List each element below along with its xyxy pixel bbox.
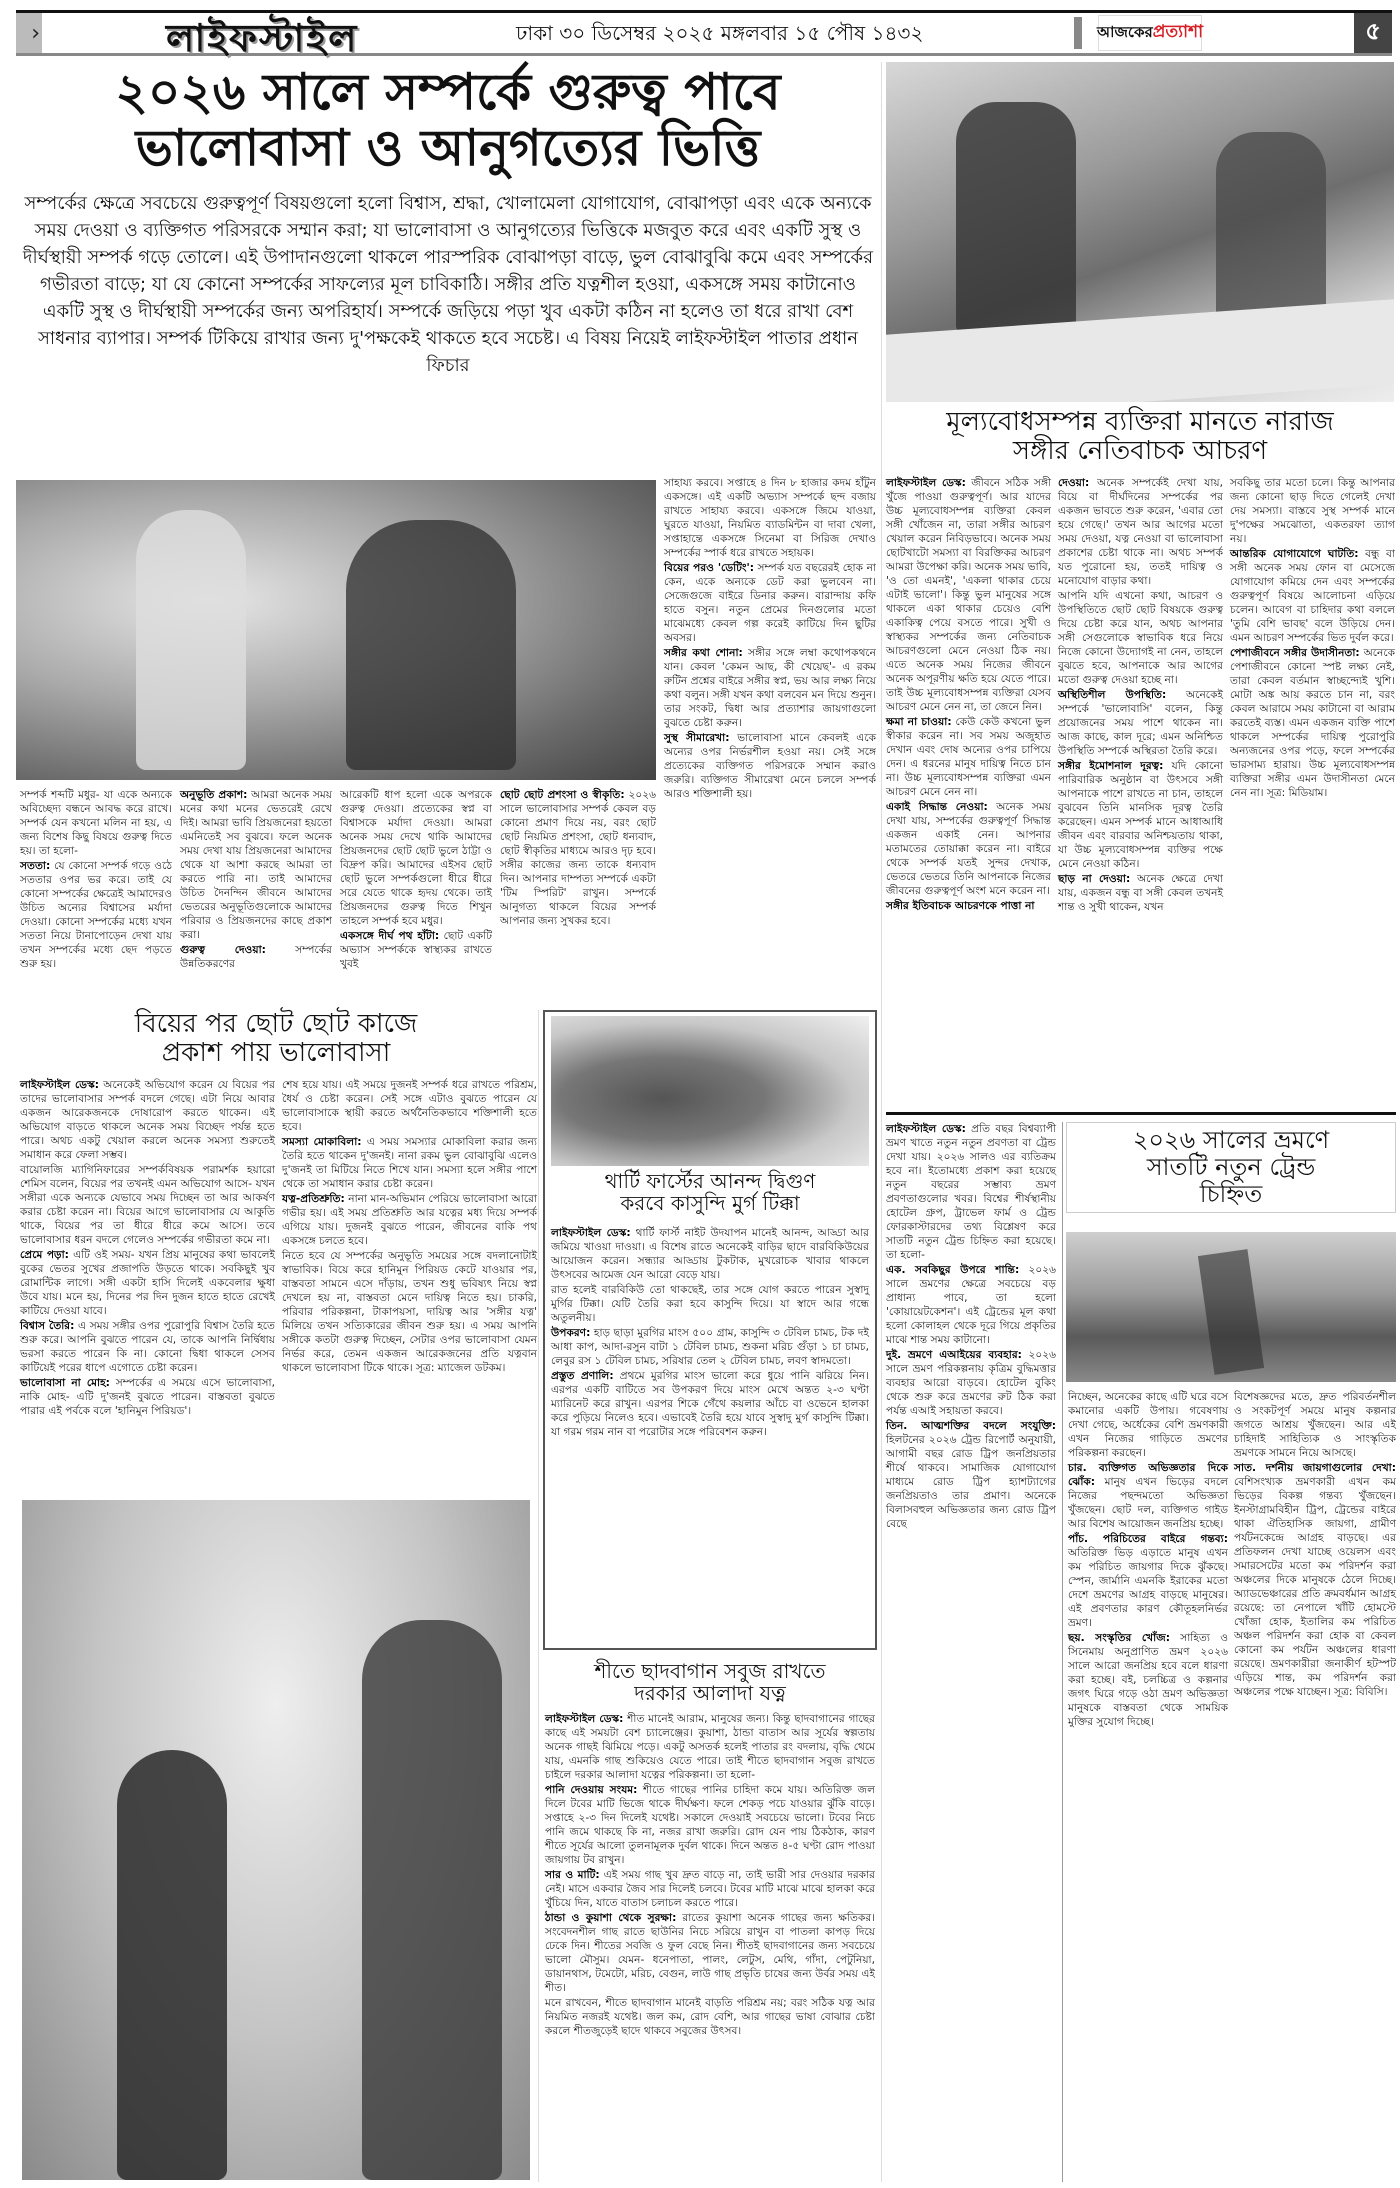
paragraph: শীতে গাছের পানির চাহিদা কমে যায়। অতিরিক্ত জল দিলে টবের মাটি ভিজে থাকে দীর্ঘক্ষণ। ফলে শেকড় পচে যাওয়ার ঝুঁকি বাড়ে। সপ্তাহে ২-৩ দিন দিলেই যথেষ্ট। সকালে দেওয়াই সবচেয়ে ভালো। টবের নিচে পানি জমে থাকছে কি না, নজর রাখা জরুরি। রোদ যেন পায় ঠিকঠাক, কারণ শীতে সূর্যের আলো তুলনামূলক দুর্বল থাকে। দিনে অন্তত ৪-৫ ঘণ্টা রোদ পাওয়া জায়গায় টব রাখুন। <box>545 1784 875 1866</box>
paragraph: এ সময় সঙ্গীর ওপর পুরোপুরি বিশ্বাস তৈরি হতে শুরু করে। আপনি বুঝতে পারেন যে, তাকে আপনি নির্দ্বিধায় ভরসা করতে পারেন কি না। কোনো দ্বিধা থাকলে সেসব কাটিয়েই পরের ধাপে এগোতে চেষ্টা করেন। <box>20 1320 275 1374</box>
column-divider <box>538 1010 539 2182</box>
subhead: এক. সবকিছুর উপরে শান্তি: <box>886 1264 1020 1276</box>
paragraph: সম্পর্ক শব্দটি মধুর- যা একে অন্যকে অবিচ্ছেদ্য বন্ধনে আবদ্ধ করে রাখে। সম্পর্ক যেন কখনো মলিন না হয়, এ জন্য বিশেষ কিছু বিষয়ে গুরুত্ব দিতে হয়। তা হলো- <box>20 789 172 857</box>
travel-column-1 <box>886 1122 1056 1532</box>
paragraph: মানুষ এখন ভিড়ের বদলে নিজের পছন্দমতো অভিজ্ঞতা খুঁজছেন। ছোট দল, ব্যক্তিগত গাইড আর বিশেষ আয়োজন জনপ্রিয় হচ্ছে। <box>1068 1476 1228 1530</box>
paragraph: অনেকেই সম্পর্কে 'ভালোবাসি' বলেন, কিন্তু প্রয়োজনের সময় পাশে থাকেন না। আজ কাছে, কাল দূরে; এমন অনিশ্চিত উপস্থিতি সম্পর্কে অস্থিরতা তৈরি করে। <box>1058 689 1223 757</box>
paragraph: মনে রাখবেন, শীতে ছাদবাগান মানেই বাড়তি পরিশ্রম নয়; বরং সঠিক যত্ন আর নিয়মিত নজরই যথেষ্ট। জল কম, রোদ বেশি, আর গাছের ভাষা বোঝার চেষ্টা করলে শীতজুড়েই ছাদে থাকবে সবুজের উৎসব। <box>545 1997 875 2037</box>
paragraph: ২০২৬ সালে ভ্রমণ পরিকল্পনায় কৃত্রিম বুদ্ধিমত্তার ব্যবহার আরো বাড়বে। হোটেল বুকিং থেকে শুরু করে ভ্রমণের রুট ঠিক করা পর্যন্ত এআই সহায়তা করবে। <box>886 1349 1057 1417</box>
subhead: বিশ্বাস তৈরি: <box>20 1320 75 1332</box>
subhead: পাঁচ. পরিচিতের বাইরে গন্তব্য: <box>1068 1533 1228 1545</box>
subhead: ছাড় না দেওয়া: <box>1058 873 1131 885</box>
subhead: আন্তরিক যোগাযোগে ঘাটতি: <box>1230 548 1359 560</box>
subhead: ভালোবাসা না মোহ: <box>20 1377 110 1389</box>
paragraph: নিতে হবে যে সম্পর্কের অনুভূতি সময়ের সঙ্গে বদলানোটাই স্বাভাবিক। বিয়ে করে হানিমুন পিরিয়ড কেটে যাওয়ার পর, বাস্তবতা সামনে এসে দাঁড়ায়, তখন শুধু ভবিষ্যৎ নিয়ে স্বপ্ন দেখলে হয় না, বাস্তবতা মেনে দায়িত্ব নিতে হয়। চাকরি, পরিবার পরিকল্পনা, টাকাপয়সা, দায়িত্ব আর 'সঙ্গীর যত্ন' মিলিয়ে তখন সত্যিকারের জীবন শুরু হয়। এ সময় আপনি সঙ্গীকে কতটা গুরুত্ব দিচ্ছেন, সেটার ওপর ভালোবাসা যেমন নির্ভর করে, তেমন একজন আরেকজনের প্রতি যত্নবান থাকলে ভালোবাসা টিকে থাকে। সূত্র: ম্যাজেল ডটকম। <box>282 1250 537 1374</box>
subhead: সার ও মাটি: <box>545 1869 600 1881</box>
logo-highlight: প্রত্যাশা <box>1152 22 1203 42</box>
logo-prefix: আজকের <box>1097 22 1153 41</box>
values-headline <box>880 408 1400 466</box>
subhead: সাত. দর্শনীয় জায়গাগুলোর দেখা: <box>1234 1462 1396 1474</box>
subhead: অনুভূতি প্রকাশ: <box>180 789 248 801</box>
marriage-headline <box>16 1010 536 1068</box>
subhead: সঙ্গীর কথা শোনা: <box>664 647 743 659</box>
subhead: ঠান্ডা ও কুয়াশা থেকে সুরক্ষা: <box>545 1912 677 1924</box>
travel-headline <box>1066 1122 1396 1213</box>
photo-palm-tree <box>1198 1249 1264 1375</box>
paragraph: যদি কোনো পারিবারিক অনুষ্ঠান বা উৎসবে সঙ্গী আপনাকে পাশে রাখতে না চান, তাহলে বুঝবেন তিনি মানসিক দূরত্ব তৈরি করেছেন। এমন সম্পর্ক মানে আধাআধি জীবন এবং বারবার অনিশ্চয়তায় থাকা, যা উচ্চ মূল্যবোধসম্পন্ন ব্যক্তির পক্ষে মেনে নেওয়া কঠিন। <box>1058 760 1224 870</box>
garden-headline-line2: দরকার আলাদা যত্ন <box>634 1681 786 1706</box>
travel-headline-line1: ২০২৬ সালের ভ্রমণে <box>1132 1126 1330 1154</box>
kitchen-couple-photo <box>886 62 1394 402</box>
subhead: সুস্থ সীমারেখা: <box>664 732 730 744</box>
travel-column-3 <box>1234 1390 1396 1700</box>
subhead: একাই সিদ্ধান্ত নেওয়া: <box>886 801 988 813</box>
paragraph: শেষ হয়ে যায়। এই সময়ে দুজনই সম্পর্ক ধরে রাখতে পরিশ্রম, ধৈর্য ও চেষ্টা করেন। সেই সঙ্গে এটাও বুঝতে পারেন যে ভালোবাসাকে স্থায়ী করতে অর্থনৈতিকভাবে শক্তিশালী হতে হবে। <box>282 1079 537 1133</box>
paragraph: কেউ কেউ কখনো ভুল স্বীকার করেন না। সব সময় অজুহাত দেখান এবং দোষ অন্যের ওপর চাপিয়ে দেন। এ ধরনের মানুষ দায়িত্ব নিতে চান না। উচ্চ মূল্যবোধসম্পন্ন ব্যক্তিরা এমন আচরণ মেনে নেন না। <box>886 716 1051 798</box>
values-column-2 <box>1058 476 1223 915</box>
travel-column-2 <box>1068 1390 1228 1730</box>
paragraph: অনেক সময় দেখা যায়, সম্পর্কের গুরুত্বপূর্ণ সিদ্ধান্ত একজন একাই নেন। আপনার মতামতের তোয়াক্কা করেন না। বাইরে থেকে সম্পর্ক যতই সুন্দর দেখাক, ভেতরে ভেতরে তিনি আপনাকে নিজের জীবনের গুরুত্বপূর্ণ অংশ মনে করেন না। <box>886 801 1051 897</box>
column-divider <box>1062 1122 1063 2182</box>
subhead: চার. ব্যক্তিগত অভিজ্ঞতার দিকে ঝোঁক: <box>1068 1462 1228 1488</box>
paragraph: হিলটনের ২০২৬ ট্রেন্ড রিপোর্ট অনুযায়ী, আগামী বছর রোড ট্রিপ জনপ্রিয়তার শীর্ষে থাকবে। সামাজিক যোগাযোগ মাধ্যমে রোড ট্রিপ হ্যাশট্যাগের জনপ্রিয়তাও তার প্রমাণ। অনেকে বিলাসবহুল অভিজ্ঞতার জন্য রোড ট্রিপ বেছে <box>886 1434 1056 1530</box>
travel-headline-line3: চিহ্নিত <box>1199 1179 1263 1208</box>
paragraph: থার্টি ফার্স্ট নাইট উদযাপন মানেই আনন্দ, আড্ডা আর জমিয়ে খাওয়া দাওয়া। এ বিশেষ রাতে অনেকেই বাড়ির ছাদে বারবিকিউয়ের আয়োজন করেন। সন্ধ্যার আড্ডায় টুকটাক, মুখরোচক খাবার থাকলে উৎসবের আমেজ যেন আরো বেড়ে যায়। <box>551 1227 869 1281</box>
paragraph: সম্পর্কের এ সময়ে এসে ভালোবাসা, নাকি মোহ- এটি দু'জনই বুঝতে পারেন। বাস্তবতা বুঝতে পারার এই পর্বকে বলে 'হানিমুন পিরিয়ড'। <box>20 1377 275 1417</box>
lead-column-3 <box>340 788 492 972</box>
paragraph: সাহায্য করবে। সপ্তাহে ৪ দিন ৮ হাজার কদম হাঁটুন একসঙ্গে। এই একটি অভ্যাস সম্পর্কে ছন্দ বজায় রাখতে সাহায্য করবে। একসঙ্গে জিমে যাওয়া, ঘুরতে যাওয়া, নিয়মিত ব্যাডমিন্টন বা দাবা খেলা, সপ্তাহান্তে একসঙ্গে সিনেমা বা সিরিজ দেখাও সম্পর্কের স্পার্ক ধরে রাখতে সহায়ক। <box>664 477 876 559</box>
paragraph: আরেকটি ধাপ হলো একে অপরকে গুরুত্ব দেওয়া। প্রত্যেকের স্বপ্ন বা বিশ্বাসকে মর্যাদা দেওয়া। আমরা অনেক সময় দেখে থাকি আমাদের প্রিয়জনদের ছোট ছোট ভুলে ঠাট্টা ও বিদ্রুপ করি। আমাদের এইসব ছোট ছোট ভুলে সম্পর্কগুলো ধীরে ধীরে সরে যেতে থাকে হৃদয় থেকে। তাই প্রিয়জনদের গুরুত্ব দিতে শিখুন তাহলে সম্পর্ক হবে মধুর। <box>340 789 492 927</box>
paragraph: বায়োলজি ম্যাগিনিফারের সম্পর্কবিষয়ক পরামর্শক হয়ারো শেমিস বলেন, বিয়ের পর তখনই এমন অভিযোগ আসে- যখন সঙ্গীরা একে অন্যকে যেভাবে সময় দিচ্ছেন তা আর আকর্ষণ করার চেষ্টা করেন না। বিয়ের আগে ভালোবাসার যে আকুতি থাকে, বিয়ের পর তা ধীরে ধীরে কমে আসে। তবে ভালোবাসার ধরন বদলে গেলেও সম্পর্কের গভীরতা কমে না। <box>20 1164 275 1246</box>
paragraph: সাহিত্য ও সিনেমায় অনুপ্রাণিত ভ্রমণ ২০২৬ সালে আরো জনপ্রিয় হবে বলে ধারণা করা হচ্ছে। বই, চলচ্চিত্র ও কল্পনার জগৎ ঘিরে গড়ে ওঠা ভ্রমণ অভিজ্ঞতা মানুষকে বাস্তবতা থেকে সাময়িক মুক্তির সুযোগ দিচ্ছে। <box>1068 1632 1228 1728</box>
paragraph: সবকিছু তার মতো চলে। কিন্তু আপনার জন্য কোনো ছাড় দিতে গেলেই দেখা দেয় সমস্যা। বাস্তবে সুস্থ সম্পর্ক মানে দু'পক্ষের সমঝোতা, একতরফা ত্যাগ নয়। <box>1230 477 1395 545</box>
byline: লাইফস্টাইল ডেস্ক: <box>886 477 966 489</box>
lead-headline-line1: ২০২৬ সালে সম্পর্কে গুরুত্ব পাবে <box>115 63 781 121</box>
paragraph: প্রথমে মুরগির মাংস ভালো করে ধুয়ে পানি ঝরিয়ে নিন। এরপর একটি বাটিতে সব উপকরণ দিয়ে মাংস মেখে অন্তত ২-৩ ঘণ্টা ম্যারিনেট করে রাখুন। এরপর শিকে গেঁথে কয়লার আঁচে বা ওভেনে হালকা করে পুড়িয়ে নিলেও হবে। এভাবেই তৈরি হয়ে যাবে সুস্বাদু মুর্গ কাসুন্দি টিক্কা। যা গরম গরম নান বা পরোটার সঙ্গে পরিবেশন করুন। <box>551 1370 869 1438</box>
paragraph: অনেকেই অভিযোগ করেন যে বিয়ের পর তাদের ভালোবাসার সম্পর্ক বদলে গেছে। এটা নিয়ে আবার একজন আরেকজনকে দোষারোপ করতে থাকেন। এই অভিযোগ বাড়তে থাকলে অনেক সময় বিচ্ছেদ পর্যন্ত হতে পারে। অথচ একটু খেয়াল করলে অনেক সমস্যা শুরুতেই সমাধান করে ফেলা সম্ভব। <box>20 1079 275 1161</box>
paragraph: প্রতি বছর বিশ্বব্যাপী ভ্রমণ খাতে নতুন নতুন প্রবণতা বা ট্রেন্ড দেখা যায়। ২০২৬ সালও এর ব্যতিক্রম হবে না। ইতোমধ্যে প্রকাশ করা হয়েছে নতুন বছরের সম্ভাব্য ভ্রমণ প্রবণতাগুলোর খবর। বিশ্বের শীর্ষস্থানীয় হোটেল গ্রুপ, ট্রাভেল ফার্ম ও ট্রেন্ড ফোরকাস্টারদের তথ্য বিশ্লেষণ করে সাতটি নতুন ট্রেন্ড চিহ্নিত করা হয়েছে। তা হলো- <box>886 1123 1057 1261</box>
subhead: গুরুত্ব দেওয়া: <box>180 944 266 956</box>
dateline: ঢাকা ৩০ ডিসেম্বর ২০২৫ মঙ্গলবার ১৫ পৌষ ১৪৩২ <box>516 21 924 45</box>
column-divider <box>881 62 882 2182</box>
subhead: ক্ষমা না চাওয়া: <box>886 716 952 728</box>
photo-figure-man <box>956 102 1076 332</box>
paragraph: সম্পর্ক যত বছরেরই হোক না কেন, একে অন্যকে ডেট করা ভুলবেন না। সেজেগুজে বাইরে ডিনার করুন। বারান্দায় কফি হাতে বসুন। নতুন প্রেমের দিনগুলোর মতো মাঝেমধ্যে কেবল গল্প করেই কাটিয়ে দিন ছুটির অবসর। <box>664 562 876 644</box>
masthead-divider <box>1074 17 1082 49</box>
chevron-right-icon: › <box>16 13 42 53</box>
garden-body <box>545 1712 875 2039</box>
paragraph: অনেক ক্ষেত্রে দেখা যায়, একজন বন্ধু বা সঙ্গী কেবল তখনই শান্ত ও সুখী থাকেন, যখন <box>1058 873 1223 913</box>
newspaper-logo <box>1098 15 1202 51</box>
subhead: যত্ন-প্রতিশ্রুতি: <box>282 1193 345 1205</box>
paragraph: সঙ্গীর সঙ্গে লম্বা কথোপকথনে যান। কেবল 'কেমন আছ, কী খেয়েছ'- এ রকম রুটিন প্রশ্নের বাইরে সঙ্গীর স্বপ্ন, ভয় আর লক্ষ্য নিয়ে কথা বলুন। সঙ্গী যখন কথা বলবেন মন দিয়ে শুনুন। তার সংকট, দ্বিধা আর প্রত্যাশার জায়গাগুলো বুঝতে চেষ্টা করুন। <box>664 647 877 729</box>
subhead: অস্থিতিশীল উপস্থিতি: <box>1058 689 1167 701</box>
paragraph: আপনি যদি এখনো কথা, আচরণ ও উপস্থিতিতে ছোট ছোট বিষয়কে গুরুত্ব দিয়ে চেষ্টা করে যান, অথচ আপনার সঙ্গী সেগুলোকে স্বাভাবিক ধরে নিয়ে নিজে কোনো উদ্যোগই না নেন, তাহলে বুঝতে হবে, আপনাকে আর আগের মতো গুরুত্ব দেওয়া হচ্ছে না। <box>1058 590 1223 686</box>
subhead: সঙ্গীর ইতিবাচক আচরণকে পাত্তা না <box>886 900 1035 912</box>
byline: লাইফস্টাইল ডেস্ক: <box>551 1227 631 1239</box>
paragraph: জীবনে সঠিক সঙ্গী খুঁজে পাওয়া গুরুত্বপূর্ণ। আর যাদের উচ্চ মূল্যবোধসম্পন্ন ব্যক্তিরা কেবল সঙ্গী খোঁজেন না, তারা সঙ্গীর আচরণ খেয়াল করেন নিবিড়ভাবে। অনেক সময় ছোটখাটো সমস্যা বা বিরক্তিকর আচরণ আমরা উপেক্ষা করি। অনেক সময় ভাবি, 'ও তো এমনই', 'একলা থাকার চেয়ে এটাই ভালো'। কিন্তু ভুল মানুষের সঙ্গে থাকলে একা থাকার চেয়েও বেশি একাকিত্ব পেয়ে বসতে পারে। সুখী ও স্বাস্থ্যকর সম্পর্কের জন্য নেতিবাচক আচরণগুলো মেনে নেওয়া ঠিক নয়। এতে অনেক সময় নিজের জীবনে অনেক অপূরণীয় ক্ষতি হয়ে যেতে পারে। তাই উচ্চ মূল্যবোধসম্পন্ন ব্যক্তিরা যেসব আচরণ মেনে নেন না, তা জেনে নিন। <box>886 477 1052 713</box>
lead-intro: সম্পর্কের ক্ষেত্রে সবচেয়ে গুরুত্বপূর্ণ বিষয়গুলো হলো বিশ্বাস, শ্রদ্ধা, খোলামেলা যোগাযোগ, বোঝাপড়া এবং একে অন্যকে সময় দেওয়া ও ব্যক্তিগত পরিসরকে সম্মান করা; যা ভালোবাসা ও আনুগত্যের ভিত্তিকে মজবুত করে এবং একটি সুস্থ ও দীর্ঘস্থায়ী সম্পর্ক গড়ে তোলে। এই উপাদানগুলো থাকলে পারস্পরিক বোঝাপড়া বাড়ে, ভুল বোঝাবুঝি কমে এবং সম্পর্কের গভীরতা বাড়ে; যা যে কোনো সম্পর্কের সাফল্যের মূল চাবিকাঠি। সঙ্গীর প্রতি যত্নশীল হওয়া, একসঙ্গে সময় কাটানোও একটি সুস্থ ও দীর্ঘস্থায়ী সম্পর্কের জন্য অপরিহার্য। সম্পর্কে জড়িয়ে পড়া খুব একটা কঠিন না হলেও তা ধরে রাখা বেশ সাধনার ব্যাপার। সম্পর্ক টিকিয়ে রাখার জন্য দু'পক্ষকেই থাকতে হবে সচেষ্ট। এ বিষয় নিয়েই লাইফস্টাইল পাতার প্রধান ফিচার <box>22 193 874 376</box>
subhead: সমস্যা মোকাবিলা: <box>282 1136 362 1148</box>
subhead: পানি দেওয়ায় সংযম: <box>545 1784 638 1796</box>
byline: লাইফস্টাইল ডেস্ক: <box>545 1713 624 1725</box>
lead-headline <box>20 64 876 176</box>
lead-right-column <box>664 476 876 802</box>
marriage-column-2 <box>282 1078 537 1376</box>
paragraph: হাড় ছাড়া মুরগির মাংস ৫০০ গ্রাম, কাসুন্দি ৩ টেবিল চামচ, টক দই আধা কাপ, আদা-রসুন বাটা ১ টেবিল চামচ, শুকনা মরিচ গুঁড়া ১ চা চামচ, লেবুর রস ১ টেবিল চামচ, সরিষার তেল ২ টেবিল চামচ, লবণ স্বাদমতো। <box>551 1327 869 1367</box>
subhead: দুই. ভ্রমণে এআইয়ের ব্যবহার: <box>886 1349 1022 1361</box>
couple-portrait-photo <box>22 1500 530 2180</box>
paragraph: বন্ধু বা সঙ্গী অনেক সময় ফোন বা মেসেজে যোগাযোগ কমিয়ে দেন এবং সম্পর্কের গুরুত্বপূর্ণ বিষয়ে আলোচনা এড়িয়ে চলেন। আবেগ বা চাহিদার কথা বললে 'তুমি বেশি ভাবছ' বলে উড়িয়ে দেন। এমন আচরণ সম্পর্কের ভিত দুর্বল করে। <box>1230 548 1395 644</box>
subhead: প্রেমে পড়া: <box>20 1249 69 1261</box>
tikka-body <box>551 1226 869 1440</box>
subhead: তিন. আত্মশক্তির বদলে সংযুক্তি: <box>886 1420 1056 1432</box>
subhead: একসঙ্গে দীর্ঘ পথ হাঁটা: <box>340 930 440 942</box>
lead-column-2 <box>180 788 332 972</box>
paragraph: অনেকে পেশাজীবনে কোনো স্পষ্ট লক্ষ্য নেই, তারা কেবল বর্তমান স্বাচ্ছন্দ্যেই খুশি। মোটা অঙ্ক আয় করতে চান না, বরং কেবল আরামে সময় কাটানো বা আরাম করতেই ব্যস্ত। এমন একজন ব্যক্তি পাশে থাকলে সম্পর্কের দায়িত্ব পুরোপুরি অন্যজনের ওপর পড়ে, ফলে সম্পর্কের ভারসাম্য হারায়। উচ্চ মূল্যবোধসম্পন্ন ব্যক্তিরা সঙ্গীর এমন উদাসীনতা মেনে নেন না। সূত্র: মিডিয়াম। <box>1230 647 1395 799</box>
paragraph: বেশিসংখ্যক ভ্রমণকারী এখন কম ভিড়ের বিকল্প গন্তব্য খুঁজছেন। ইনস্টাগ্রামবিহীন ট্রিপ, ট্রেন্ডের বাইরে থাকা ঐতিহাসিক জায়গা, গ্রামীণ পর্যটনকেন্দ্রে আগ্রহ বাড়ছে। এর প্রতিফলন দেখা যাচ্ছে ওয়েলস এবং সমারসেটের মতো কম পরিদর্শন করা অঞ্চলের দিকে মানুষকে ঠেলে দিচ্ছে। অ্যাডভেঞ্চারের প্রতি ক্রমবর্ধমান আগ্রহ রয়েছে: তা নেপালে খাঁটি হোমস্টে খোঁজা হোক, ইতালির কম পরিচিত অঞ্চল পরিদর্শন করা হোক বা কেবল কোনো কম পর্যটন অঞ্চলের ধারণা রয়েছে। ভ্রমণকারীরা জনাকীর্ণ হটস্পট এড়িয়ে শান্ত, কম পরিদর্শন করা অঞ্চলের পক্ষে যাচ্ছেন। সূত্র: বিবিসি। <box>1234 1476 1396 1698</box>
subhead: ছোট ছোট প্রশংসা ও স্বীকৃতি: <box>500 789 625 801</box>
garden-headline-line1: শীতে ছাদবাগান সবুজ রাখতে <box>594 1659 826 1683</box>
values-column-1 <box>886 476 1051 914</box>
marriage-column-1 <box>20 1078 275 1419</box>
paragraph: ভালোবাসা মানে কেবলই একে অন্যের ওপর নির্ভরশীল হওয়া নয়। সেই সঙ্গে প্রত্যেকের ব্যক্তিগত পরিসরকে সম্মান করাও জরুরি। ব্যক্তিগত সীমারেখা মেনে চললে সম্পর্ক আরও শক্তিশালী হয়। <box>664 732 876 800</box>
subhead: ছয়. সংস্কৃতির খোঁজ: <box>1068 1632 1170 1644</box>
values-column-3 <box>1230 476 1395 801</box>
paragraph: অনেক সম্পর্কেই দেখা যায়, বিয়ে বা দীর্ঘদিনের সম্পর্কের পর একজন ভাবতে শুরু করেন, 'এবার তো হয়ে গেছে।' তখন আর আগের মতো সময় দেওয়া, যত্ন নেওয়া বা ভালোবাসা প্রকাশের চেষ্টা থাকে না। অথচ সম্পর্ক যত পুরোনো হয়, ততই দায়িত্ব ও মনোযোগ বাড়ার কথা। <box>1058 477 1223 587</box>
values-headline-line2: সঙ্গীর নেতিবাচক আচরণ <box>1012 436 1268 467</box>
paragraph: রাত হলেই বারবিকিউ তো থাকছেই, তার সঙ্গে যোগ করতে পারেন সুস্বাদু মুর্গির টিক্কা। যেটি তৈরি করা হবে কাসুন্দি দিয়ে। যা স্বাদে আর গন্ধে অতুলনীয়। <box>551 1284 869 1324</box>
photo-figure-woman <box>136 510 246 770</box>
subhead: বিয়ের পরও 'ডেটিং': <box>664 562 754 574</box>
paragraph: এ সময় সমস্যার মোকাবিলা করার জন্য তৈরি হতে থাকেন দু'জনই। নানা রকম ভুল বোঝাবুঝি এলেও দু'জনই তা মিটিয়ে নিতে শিখে যান। সমস্যা হলে সঙ্গীর পাশে থেকে তা সমাধান করার চেষ্টা করেন। <box>282 1136 537 1190</box>
section-title: লাইফস্টাইল <box>166 15 359 60</box>
tikka-headline <box>549 1170 871 1215</box>
travel-headline-line2: সাতটি নতুন ট্রেন্ড <box>1146 1152 1316 1181</box>
paragraph: ছোট একটি অভ্যাস সম্পর্ককে স্বাস্থ্যকর রাখতে খুবই <box>340 930 492 970</box>
paragraph: নিচ্ছেন, অনেকের কাছে এটি ঘরে বসে কমানোর একটি উপায়। গবেষণায় দেখা গেছে, অর্ধেকের বেশি ভ্রমণকারী এখন নিজের গাড়িতে ভ্রমণের পরিকল্পনা করছেন। <box>1068 1391 1228 1459</box>
paragraph: অতিরিক্ত ভিড় এড়াতে মানুষ এখন কম পরিচিত জায়গার দিকে ঝুঁকছে। স্পেন, জার্মানি এমনকি ইরাকের মতো দেশে ভ্রমণের আগ্রহ বাড়ছে মানুষের। এই প্রবণতার কারণ কৌতূহলনির্ভর ভ্রমণ। <box>1068 1547 1228 1629</box>
values-headline-line1: মূল্যবোধসম্পন্ন ব্যক্তিরা মানতে নারাজ <box>946 407 1334 437</box>
section-divider <box>886 1112 1396 1115</box>
marriage-headline-line1: বিয়ের পর ছোট ছোট কাজে <box>134 1009 418 1039</box>
paragraph: এই সময় গাছ খুব দ্রুত বাড়ে না, তাই ভারী সার দেওয়ার দরকার নেই। মাসে একবার জৈব সার দিলেই চলবে। টবের মাটি মাঝে মাঝে হালকা করে খুঁচিয়ে দিন, যাতে বাতাস চলাচল করতে পারে। <box>545 1869 875 1909</box>
photo-figure-man <box>362 1620 502 2180</box>
byline: লাইফস্টাইল ডেস্ক: <box>20 1079 99 1091</box>
paragraph: ২০২৬ সালে ভালোবাসার সম্পর্ক কেবল বড় কোনো প্রমাণ দিয়ে নয়, বরং ছোট ছোট নিয়মিত প্রশংসা, ছোট ধন্যবাদ, ছোট স্বীকৃতির মাধ্যমে আরও দৃঢ় হবে। সঙ্গীর কাজের জন্য তাকে ধন্যবাদ দিন। আপনার দাম্পত্য সম্পর্কে একটা 'টিম স্পিরিট' রাখুন। সম্পর্কে আনুগত্য থাকলে বিয়ের সম্পর্ক আপনার জন্য সুখকর হবে। <box>500 789 656 927</box>
lead-column-1 <box>20 788 172 972</box>
lead-couple-photo <box>16 480 656 780</box>
marriage-headline-line2: প্রকাশ পায় ভালোবাসা <box>161 1038 391 1069</box>
murg-tikka-photo <box>551 1016 869 1166</box>
subhead: সঙ্গীর ইমোশনাল দূরত্ব: <box>1058 760 1164 772</box>
tikka-headline-line1: থার্টি ফার্স্টের আনন্দ দ্বিগুণ <box>604 1169 816 1193</box>
paragraph: রাতের কুয়াশা অনেক গাছের জন্য ক্ষতিকর। সংবেদনশীল গাছ রাতে ছাউনির নিচে সরিয়ে রাখুন বা পাতলা কাপড় দিয়ে ঢেকে দিন। শীতের সবজি ও ফুল বেছে নিন। শীতই ছাদবাগানের জন্য সবচেয়ে ভালো মৌসুম। যেমন- ধনেপাতা, পালং, লেটুস, মেথি, গাঁদা, পেটুনিয়া, ডায়ানথাস, টমেটো, মরিচ, বেগুন, লাউ গাছ প্রভৃতি চাষের জন্য উর্বর সময় এই শীত। <box>545 1912 875 1994</box>
masthead <box>16 10 1392 60</box>
tikka-box <box>543 1010 877 1650</box>
lead-headline-line2: ভালোবাসা ও আনুগত্যের ভিত্তি <box>135 119 761 177</box>
paragraph: সম্পর্কের উন্নতিকরণের <box>180 944 332 970</box>
paragraph: নানা মান-অভিমান পেরিয়ে ভালোবাসা আরো গভীর হয়। এই সময় প্রতিশ্রুতি আর যত্নের মধ্য দিয়ে সম্পর্ক এগিয়ে যায়। দুজনই বুঝতে পারেন, জীবনের বাকি পথ একসঙ্গে চলতে হবে। <box>282 1193 537 1247</box>
byline: লাইফস্টাইল ডেস্ক: <box>886 1123 966 1135</box>
photo-figure-woman <box>117 1750 227 2180</box>
subhead: প্রস্তুত প্রণালি: <box>551 1370 614 1382</box>
garden-headline <box>540 1660 880 1705</box>
paragraph: বিশেষজ্ঞদের মতে, দ্রুত পরিবর্তনশীল ও সংকটপূর্ণ সময়ে মানুষ কল্পনার জগতে আশ্রয় খুঁজছেন। আর এই চাহিদাই সাহিত্যিক ও সাংস্কৃতিক ভ্রমণকে সামনে নিয়ে আসছে। <box>1234 1391 1396 1459</box>
page-number: ৫ <box>1354 13 1392 53</box>
paragraph: ২০২৬ সালে ভ্রমণের ক্ষেত্রে সবচেয়ে বড় প্রাধান্য পাবে, তা হলো 'কোয়ায়েটকেশন'। এই ট্রেন্ডের মূল কথা হলো কোলাহল থেকে দূরে গিয়ে প্রকৃতির মাঝে শান্ত সময় কাটানো। <box>886 1264 1056 1346</box>
lead-column-4 <box>500 788 656 929</box>
subhead: দেওয়া: <box>1058 477 1090 489</box>
tikka-headline-line2: করবে কাসুন্দি মুর্গ টিক্কা <box>620 1191 800 1216</box>
subhead: সততা: <box>20 860 51 872</box>
paragraph: শীত মানেই আরাম, মানুষের জন্য। কিন্তু ছাদবাগানের গাছের কাছে এই সময়টা বেশ চ্যালেঞ্জের। কুয়াশা, ঠান্ডা বাতাস আর সূর্যের স্বল্পতায় অনেক গাছই ঝিমিয়ে পড়ে। একটু অসতর্ক হলেই পাতার রং বদলায়, বৃদ্ধি থেমে যায়, এমনকি গাছ শুকিয়েও যেতে পারে। তাই শীতে ছাদবাগান সবুজ রাখতে চাইলে দরকার আলাদা যত্নের পরিকল্পনা। তা হলো- <box>545 1713 875 1781</box>
photo-figure-man <box>346 520 516 770</box>
subhead: পেশাজীবনে সঙ্গীর উদাসীনতা: <box>1230 647 1360 659</box>
paragraph: যে কোনো সম্পর্ক গড়ে ওঠে সততার ওপর ভর করে। তাই যে কোনো সম্পর্কের ক্ষেত্রেই আমাদেরও উচিত অন্যের বিশ্বাসের মর্যাদা দেওয়া। কোনো সম্পর্কের মধ্যে যখন সততা নিয়ে টানাপোড়েন দেখা যায় তখন সম্পর্কের মধ্যে ছেদ পড়তে শুরু হয়। <box>20 860 172 970</box>
subhead: উপকরণ: <box>551 1327 591 1339</box>
paragraph: এটি ওই সময়- যখন প্রিয় মানুষের কথা ভাবলেই বুকের ভেতর সুখের প্রজাপতি উড়তে থাকে। সবকিছুই খুব রোমান্টিক লাগে। সঙ্গী একটা হাসি দিলেই একবেলার ক্ষুধা উবে যায়। মনে হয়, দিনের পর দিন দুজন হাতে হাতে রেখেই কাটিয়ে দেওয়া যাবে। <box>20 1249 275 1317</box>
paragraph: আমরা অনেক সময় মনের কথা মনের ভেতরেই রেখে দিই। আমরা ভাবি প্রিয়জনেরা হয়তো এমনিতেই সব বুঝবে। ফলে অনেক সময় দেখা যায় প্রিয়জনেরা আমাদের থেকে যা আশা করছে আমরা তা করতে পারি না। তাই আমাদের উচিত দৈনন্দিন জীবনে আমাদের ভেতরের অনুভূতিগুলোকে আমাদের পরিবার ও প্রিয়জনদের কাছে প্রকাশ করা। <box>180 789 332 941</box>
travel-landscape-photo <box>1066 1232 1396 1382</box>
